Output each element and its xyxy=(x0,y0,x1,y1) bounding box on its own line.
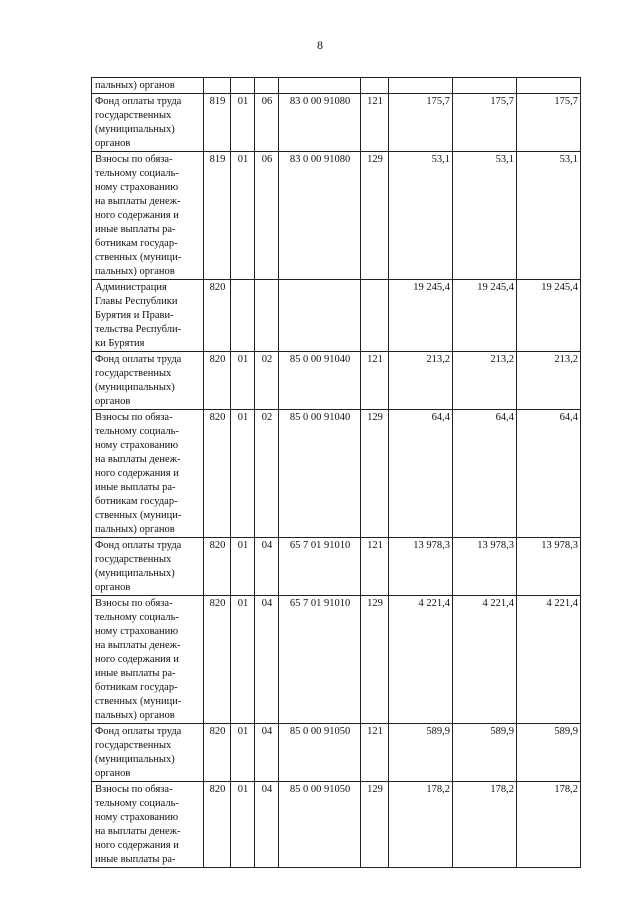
item-name-line: (муниципальных) xyxy=(95,124,175,135)
cell-admin-code: 819 xyxy=(204,94,231,152)
cell-amount-year3: 175,7 xyxy=(517,94,581,152)
item-name-line: государственных xyxy=(95,368,172,379)
item-name-line: ботникам государ- xyxy=(95,496,178,507)
cell-amount-year2: 64,4 xyxy=(453,410,517,538)
cell-target-article: 85 0 00 91040 xyxy=(279,352,361,410)
cell-item-name xyxy=(92,94,204,152)
item-name-line: ному страхованию xyxy=(95,626,179,637)
item-name-line: Взносы по обяза- xyxy=(95,154,173,165)
item-name-line: пальных) органов xyxy=(95,80,175,91)
item-name-line: ного содержания и xyxy=(95,840,179,851)
item-name-line: тельному социаль- xyxy=(95,798,179,809)
item-name-line: на выплаты денеж- xyxy=(95,196,181,207)
cell-admin-code: 820 xyxy=(204,352,231,410)
cell-item-name xyxy=(92,410,204,538)
cell-subsection: 04 xyxy=(255,538,279,596)
item-name-line: иные выплаты ра- xyxy=(95,482,176,493)
item-name-line: государственных xyxy=(95,110,172,121)
cell-expense-type: 129 xyxy=(361,782,389,868)
cell-admin-code xyxy=(204,78,231,94)
cell-amount-year1: 4 221,4 xyxy=(389,596,453,724)
item-name-line: ному страхованию xyxy=(95,812,179,823)
cell-amount-year3: 64,4 xyxy=(517,410,581,538)
cell-amount-year1: 175,7 xyxy=(389,94,453,152)
item-name-line: ки Бурятия xyxy=(95,338,145,349)
cell-target-article xyxy=(279,78,361,94)
table-body xyxy=(92,78,581,868)
budget-table xyxy=(91,77,581,868)
item-name-line: органов xyxy=(95,768,131,779)
cell-subsection: 06 xyxy=(255,152,279,280)
cell-admin-code: 820 xyxy=(204,782,231,868)
item-name-line: Администрация xyxy=(95,282,167,293)
item-name-line: иные выплаты ра- xyxy=(95,668,176,679)
table-row xyxy=(92,280,581,352)
table-row xyxy=(92,78,581,94)
cell-amount-year2: 213,2 xyxy=(453,352,517,410)
table-row xyxy=(92,94,581,152)
cell-subsection: 04 xyxy=(255,724,279,782)
item-name-line: Фонд оплаты труда xyxy=(95,540,182,551)
item-name-line: Фонд оплаты труда xyxy=(95,726,182,737)
item-name-line: ботникам государ- xyxy=(95,682,178,693)
cell-item-name xyxy=(92,152,204,280)
cell-section: 01 xyxy=(231,410,255,538)
item-name-line: ного содержания и xyxy=(95,654,179,665)
item-name-line: (муниципальных) xyxy=(95,754,175,765)
item-name-line: ному страхованию xyxy=(95,182,179,193)
item-name-line: на выплаты денеж- xyxy=(95,640,181,651)
cell-amount-year1: 19 245,4 xyxy=(389,280,453,352)
cell-expense-type: 121 xyxy=(361,94,389,152)
item-name-line: ному страхованию xyxy=(95,440,179,451)
cell-section: 01 xyxy=(231,782,255,868)
cell-subsection: 02 xyxy=(255,352,279,410)
cell-admin-code: 819 xyxy=(204,152,231,280)
cell-expense-type: 121 xyxy=(361,724,389,782)
cell-amount-year3: 19 245,4 xyxy=(517,280,581,352)
cell-admin-code: 820 xyxy=(204,724,231,782)
cell-subsection: 02 xyxy=(255,410,279,538)
item-name-line: ного содержания и xyxy=(95,468,179,479)
item-name-line: ственных (муници- xyxy=(95,252,182,263)
item-name-line: ного содержания и xyxy=(95,210,179,221)
item-name-line: (муниципальных) xyxy=(95,382,175,393)
table-row xyxy=(92,538,581,596)
cell-expense-type: 129 xyxy=(361,152,389,280)
item-name-line: ственных (муници- xyxy=(95,510,182,521)
cell-subsection: 04 xyxy=(255,782,279,868)
cell-amount-year2: 178,2 xyxy=(453,782,517,868)
cell-amount-year3: 178,2 xyxy=(517,782,581,868)
item-name-line: Взносы по обяза- xyxy=(95,412,173,423)
cell-section: 01 xyxy=(231,94,255,152)
cell-item-name xyxy=(92,280,204,352)
cell-subsection: 06 xyxy=(255,94,279,152)
table-row xyxy=(92,410,581,538)
item-name-line: на выплаты денеж- xyxy=(95,454,181,465)
item-name-line: государственных xyxy=(95,740,172,751)
cell-subsection xyxy=(255,78,279,94)
item-name-line: государственных xyxy=(95,554,172,565)
item-name-line: тельному социаль- xyxy=(95,168,179,179)
cell-amount-year3: 13 978,3 xyxy=(517,538,581,596)
cell-amount-year1: 589,9 xyxy=(389,724,453,782)
cell-item-name xyxy=(92,538,204,596)
cell-amount-year2: 175,7 xyxy=(453,94,517,152)
cell-expense-type: 129 xyxy=(361,596,389,724)
item-name-line: Бурятия и Прави- xyxy=(95,310,174,321)
cell-section xyxy=(231,280,255,352)
cell-admin-code: 820 xyxy=(204,596,231,724)
table-row xyxy=(92,782,581,868)
cell-target-article: 65 7 01 91010 xyxy=(279,538,361,596)
table-row xyxy=(92,596,581,724)
cell-target-article xyxy=(279,280,361,352)
item-name-line: тельства Республи- xyxy=(95,324,182,335)
item-name-line: иные выплаты ра- xyxy=(95,224,176,235)
cell-target-article: 85 0 00 91040 xyxy=(279,410,361,538)
page-number: 8 xyxy=(317,38,323,52)
cell-amount-year2 xyxy=(453,78,517,94)
cell-section xyxy=(231,78,255,94)
cell-section: 01 xyxy=(231,724,255,782)
cell-target-article: 83 0 00 91080 xyxy=(279,152,361,280)
cell-target-article: 85 0 00 91050 xyxy=(279,782,361,868)
item-name-line: Фонд оплаты труда xyxy=(95,96,182,107)
cell-amount-year3: 589,9 xyxy=(517,724,581,782)
cell-item-name xyxy=(92,782,204,868)
item-name-line: Фонд оплаты труда xyxy=(95,354,182,365)
cell-amount-year2: 589,9 xyxy=(453,724,517,782)
item-name-line: на выплаты денеж- xyxy=(95,826,181,837)
cell-item-name xyxy=(92,596,204,724)
cell-amount-year2: 53,1 xyxy=(453,152,517,280)
cell-target-article: 65 7 01 91010 xyxy=(279,596,361,724)
cell-amount-year1: 53,1 xyxy=(389,152,453,280)
item-name-line: Взносы по обяза- xyxy=(95,598,173,609)
cell-target-article: 85 0 00 91050 xyxy=(279,724,361,782)
item-name-line: (муниципальных) xyxy=(95,568,175,579)
cell-expense-type xyxy=(361,280,389,352)
cell-amount-year3: 213,2 xyxy=(517,352,581,410)
cell-amount-year1: 213,2 xyxy=(389,352,453,410)
item-name-line: иные выплаты ра- xyxy=(95,854,176,865)
cell-admin-code: 820 xyxy=(204,538,231,596)
item-name-line: пальных) органов xyxy=(95,266,175,277)
cell-item-name xyxy=(92,78,204,94)
cell-admin-code: 820 xyxy=(204,280,231,352)
cell-section: 01 xyxy=(231,538,255,596)
table-row xyxy=(92,152,581,280)
item-name-line: органов xyxy=(95,582,131,593)
item-name-line: ственных (муници- xyxy=(95,696,182,707)
cell-amount-year2: 19 245,4 xyxy=(453,280,517,352)
cell-section: 01 xyxy=(231,352,255,410)
item-name-line: пальных) органов xyxy=(95,710,175,721)
cell-amount-year3: 4 221,4 xyxy=(517,596,581,724)
item-name-line: Главы Республики xyxy=(95,296,178,307)
table-row xyxy=(92,352,581,410)
cell-amount-year2: 4 221,4 xyxy=(453,596,517,724)
table-row xyxy=(92,724,581,782)
cell-amount-year1 xyxy=(389,78,453,94)
cell-amount-year1: 13 978,3 xyxy=(389,538,453,596)
cell-amount-year2: 13 978,3 xyxy=(453,538,517,596)
item-name-line: Взносы по обяза- xyxy=(95,784,173,795)
cell-section: 01 xyxy=(231,152,255,280)
cell-admin-code: 820 xyxy=(204,410,231,538)
item-name-line: органов xyxy=(95,138,131,149)
cell-subsection xyxy=(255,280,279,352)
item-name-line: тельному социаль- xyxy=(95,426,179,437)
item-name-line: ботникам государ- xyxy=(95,238,178,249)
item-name-line: органов xyxy=(95,396,131,407)
cell-item-name xyxy=(92,352,204,410)
cell-amount-year3 xyxy=(517,78,581,94)
cell-expense-type: 121 xyxy=(361,352,389,410)
cell-amount-year1: 64,4 xyxy=(389,410,453,538)
cell-subsection: 04 xyxy=(255,596,279,724)
cell-amount-year1: 178,2 xyxy=(389,782,453,868)
cell-expense-type: 129 xyxy=(361,410,389,538)
cell-amount-year3: 53,1 xyxy=(517,152,581,280)
cell-item-name xyxy=(92,724,204,782)
item-name-line: тельному социаль- xyxy=(95,612,179,623)
cell-expense-type: 121 xyxy=(361,538,389,596)
item-name-line: пальных) органов xyxy=(95,524,175,535)
cell-section: 01 xyxy=(231,596,255,724)
cell-target-article: 83 0 00 91080 xyxy=(279,94,361,152)
cell-expense-type xyxy=(361,78,389,94)
